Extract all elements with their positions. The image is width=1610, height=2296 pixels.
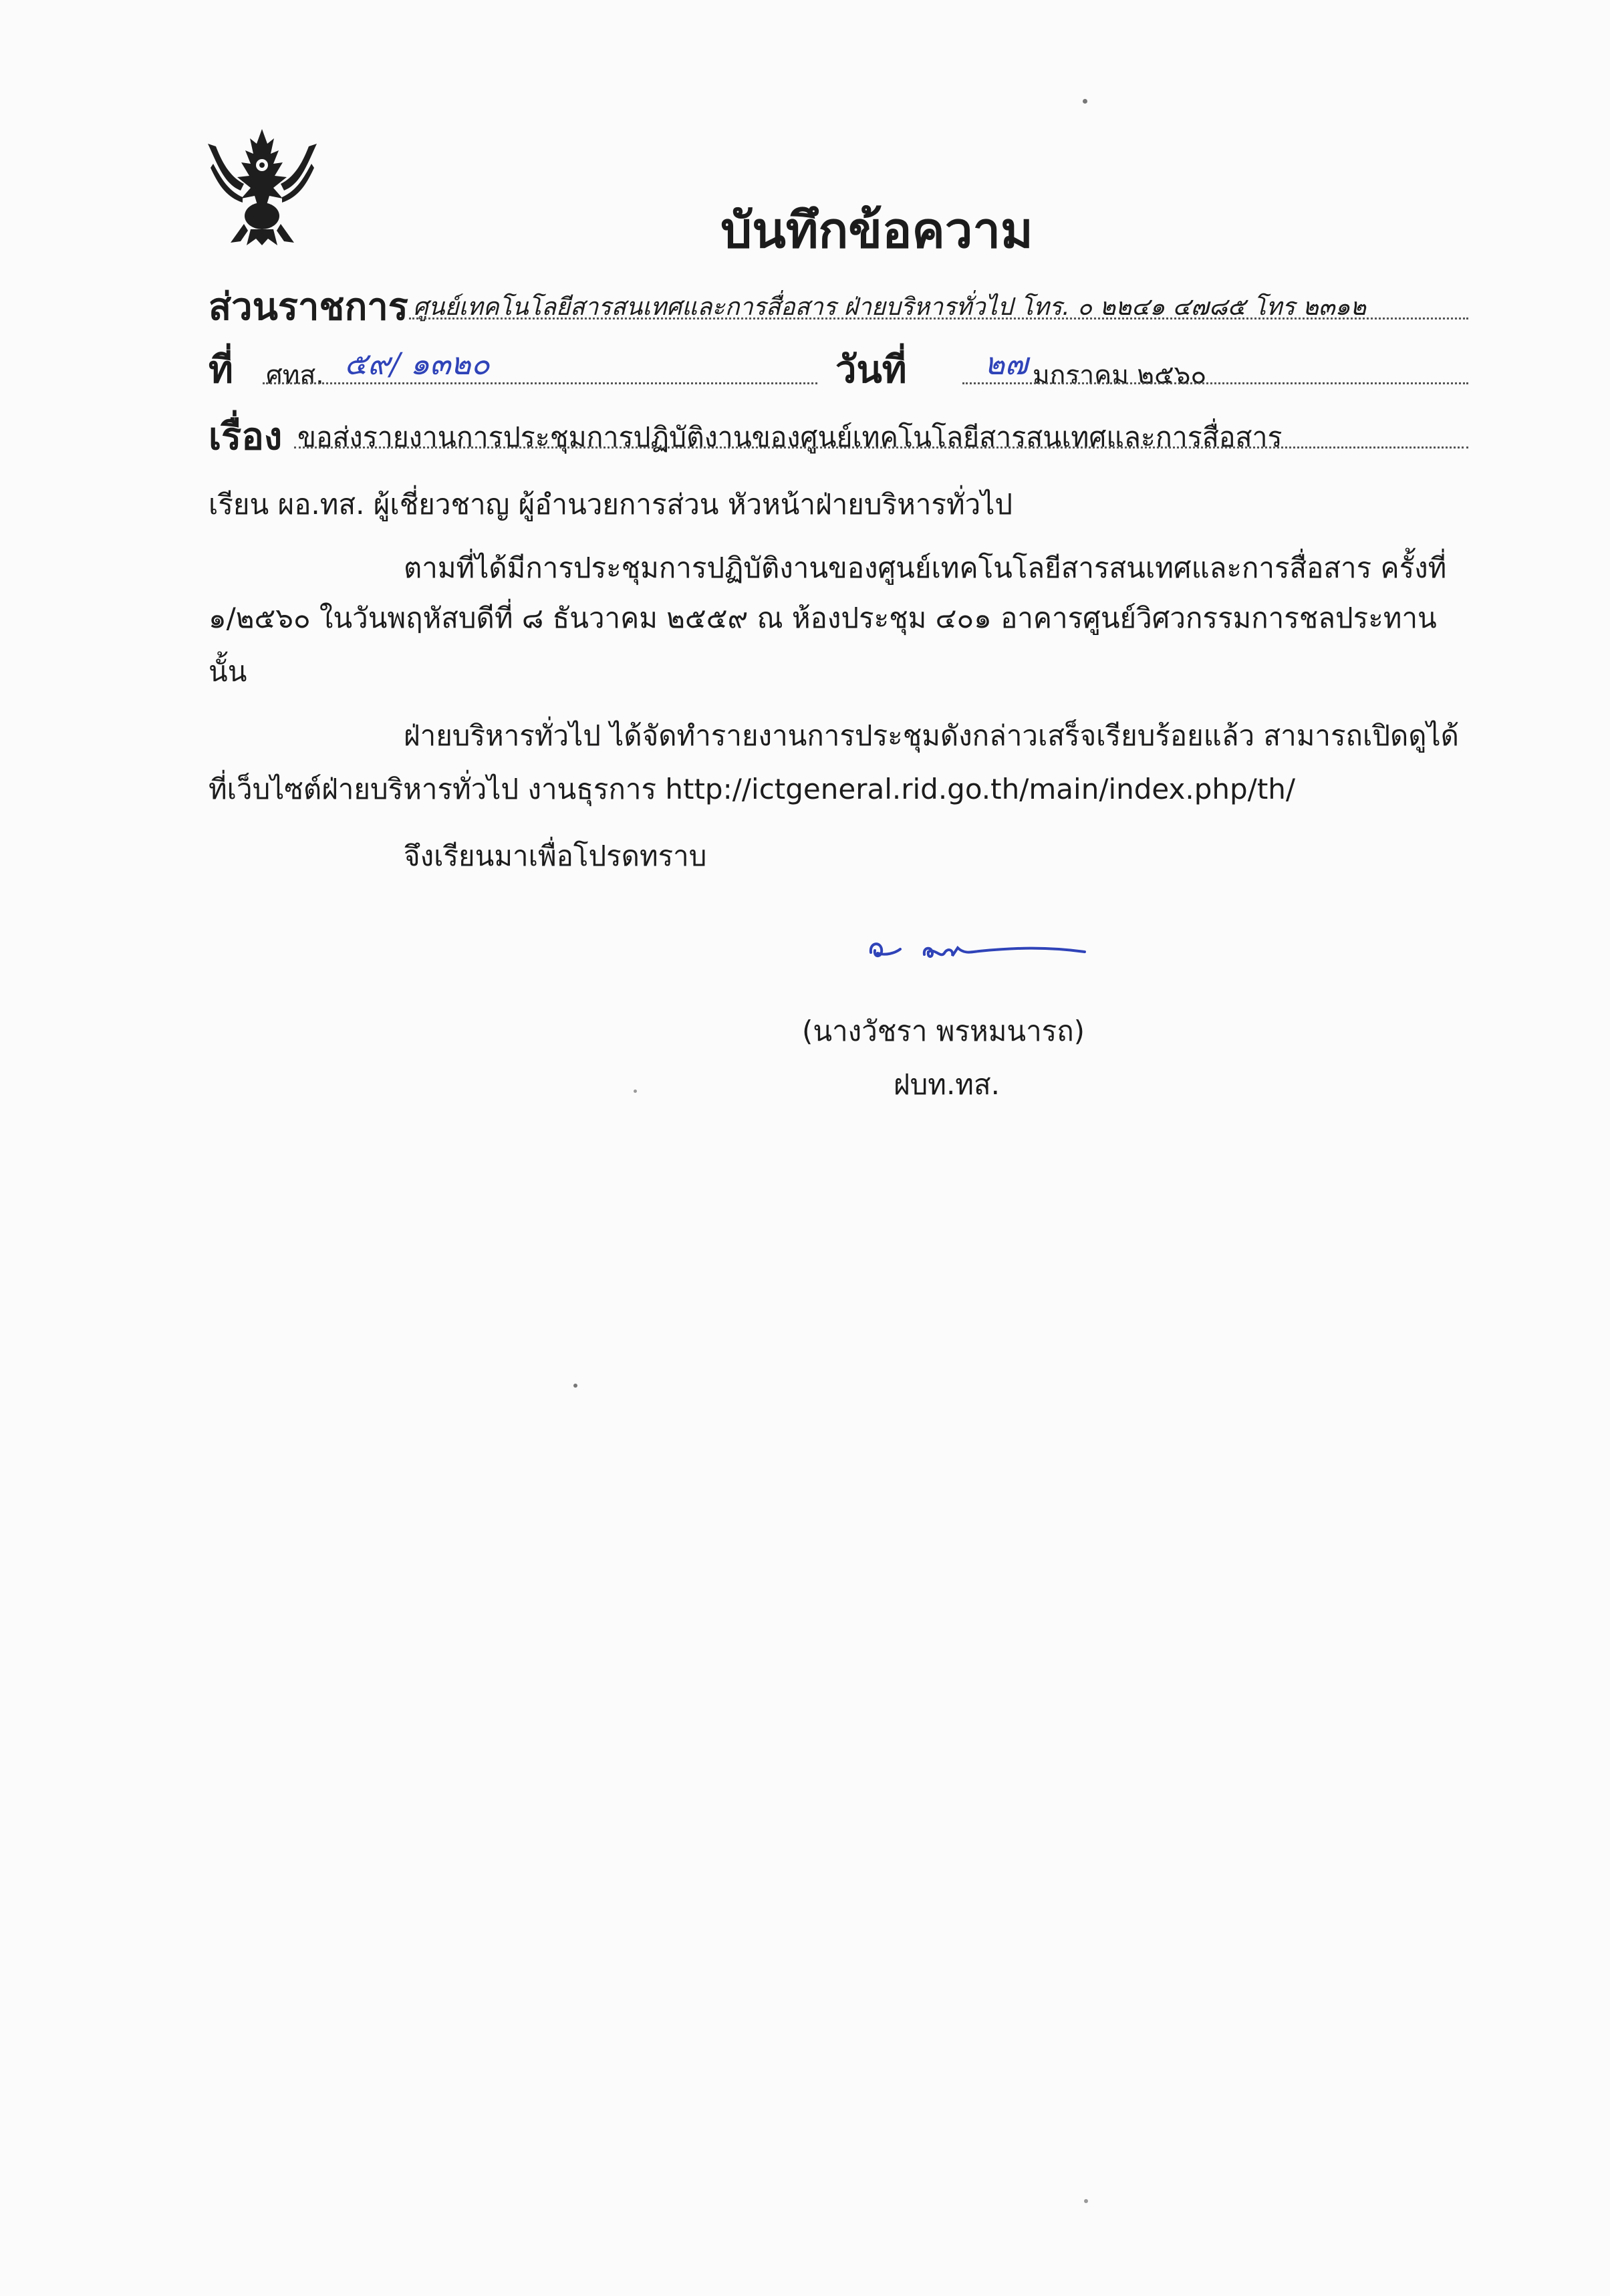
signatory-name: (นางวัชรา พรหมนารถ) [802, 1015, 1085, 1047]
ref-dotted-line [263, 382, 817, 384]
paragraph-1-line-2: ๑/๒๕๖๐ ในวันพฤหัสบดีที่ ๘ ธันวาคม ๒๕๕๙ ณ ห้องประชุม ๔๐๑ อาคารศูนย์วิศวกรรมการชลประทาน [209, 602, 1437, 634]
paragraph-1-line-3: นั้น [209, 655, 247, 688]
ref-number-handwritten: ๕๙/ ๑๓๒๐ [344, 346, 490, 382]
scan-speck [573, 1384, 577, 1388]
signatory-position: ฝบท.ทส. [894, 1068, 1000, 1101]
subject-label: เรื่อง [209, 415, 283, 459]
ref-label: ที่ [209, 348, 233, 392]
handwritten-signature [865, 929, 1093, 969]
scan-speck [1083, 99, 1087, 104]
date-dotted-line [962, 382, 1468, 384]
scan-speck [1084, 2199, 1088, 2203]
paragraph-2-line-2: ที่เว็บไซต์ฝ่ายบริหารทั่วไป งานธุรการ http://ictgeneral.rid.go.th/main/index.php/th/ [209, 773, 1296, 805]
ref-prefix: ศทส. [266, 360, 324, 390]
scan-speck [634, 1090, 637, 1093]
agency-dotted-line [409, 317, 1468, 320]
agency-label: ส่วนราชการ [209, 285, 408, 329]
document-title: บันทึกข้อความ [720, 202, 1033, 259]
subject-value: ขอส่งรายงานการประชุมการปฏิบัติงานของศูนย์เทคโนโลยีสารสนเทศและการสื่อสาร [297, 421, 1283, 453]
subject-dotted-line [294, 447, 1468, 449]
paragraph-1-line-1: ตามที่ได้มีการประชุมการปฏิบัติงานของศูนย์เทคโนโลยีสารสนเทศและการสื่อสาร ครั้งที่ [404, 551, 1447, 584]
salutation: เรียน ผอ.ทส. ผู้เชี่ยวชาญ ผู้อำนวยการส่วน หัวหน้าฝ่ายบริหารทั่วไป [209, 488, 1013, 521]
date-label: วันที่ [835, 348, 907, 392]
closing-line: จึงเรียนมาเพื่อโปรดทราบ [404, 840, 707, 872]
paragraph-2-line-1: ฝ่ายบริหารทั่วไป ได้จัดทำรายงานการประชุมดังกล่าวเสร็จเรียบร้อยแล้ว สามารถเปิดดูได้ [404, 719, 1459, 752]
date-day-handwritten: ๒๗ [984, 346, 1028, 382]
date-month-year: มกราคม ๒๕๖๐ [1033, 360, 1207, 390]
agency-value: ศูนย์เทคโนโลยีสารสนเทศและการสื่อสาร ฝ่ายบริหารทั่วไป โทร. ๐ ๒๒๔๑ ๔๗๘๕ โทร ๒๓๑๒ [413, 293, 1367, 321]
